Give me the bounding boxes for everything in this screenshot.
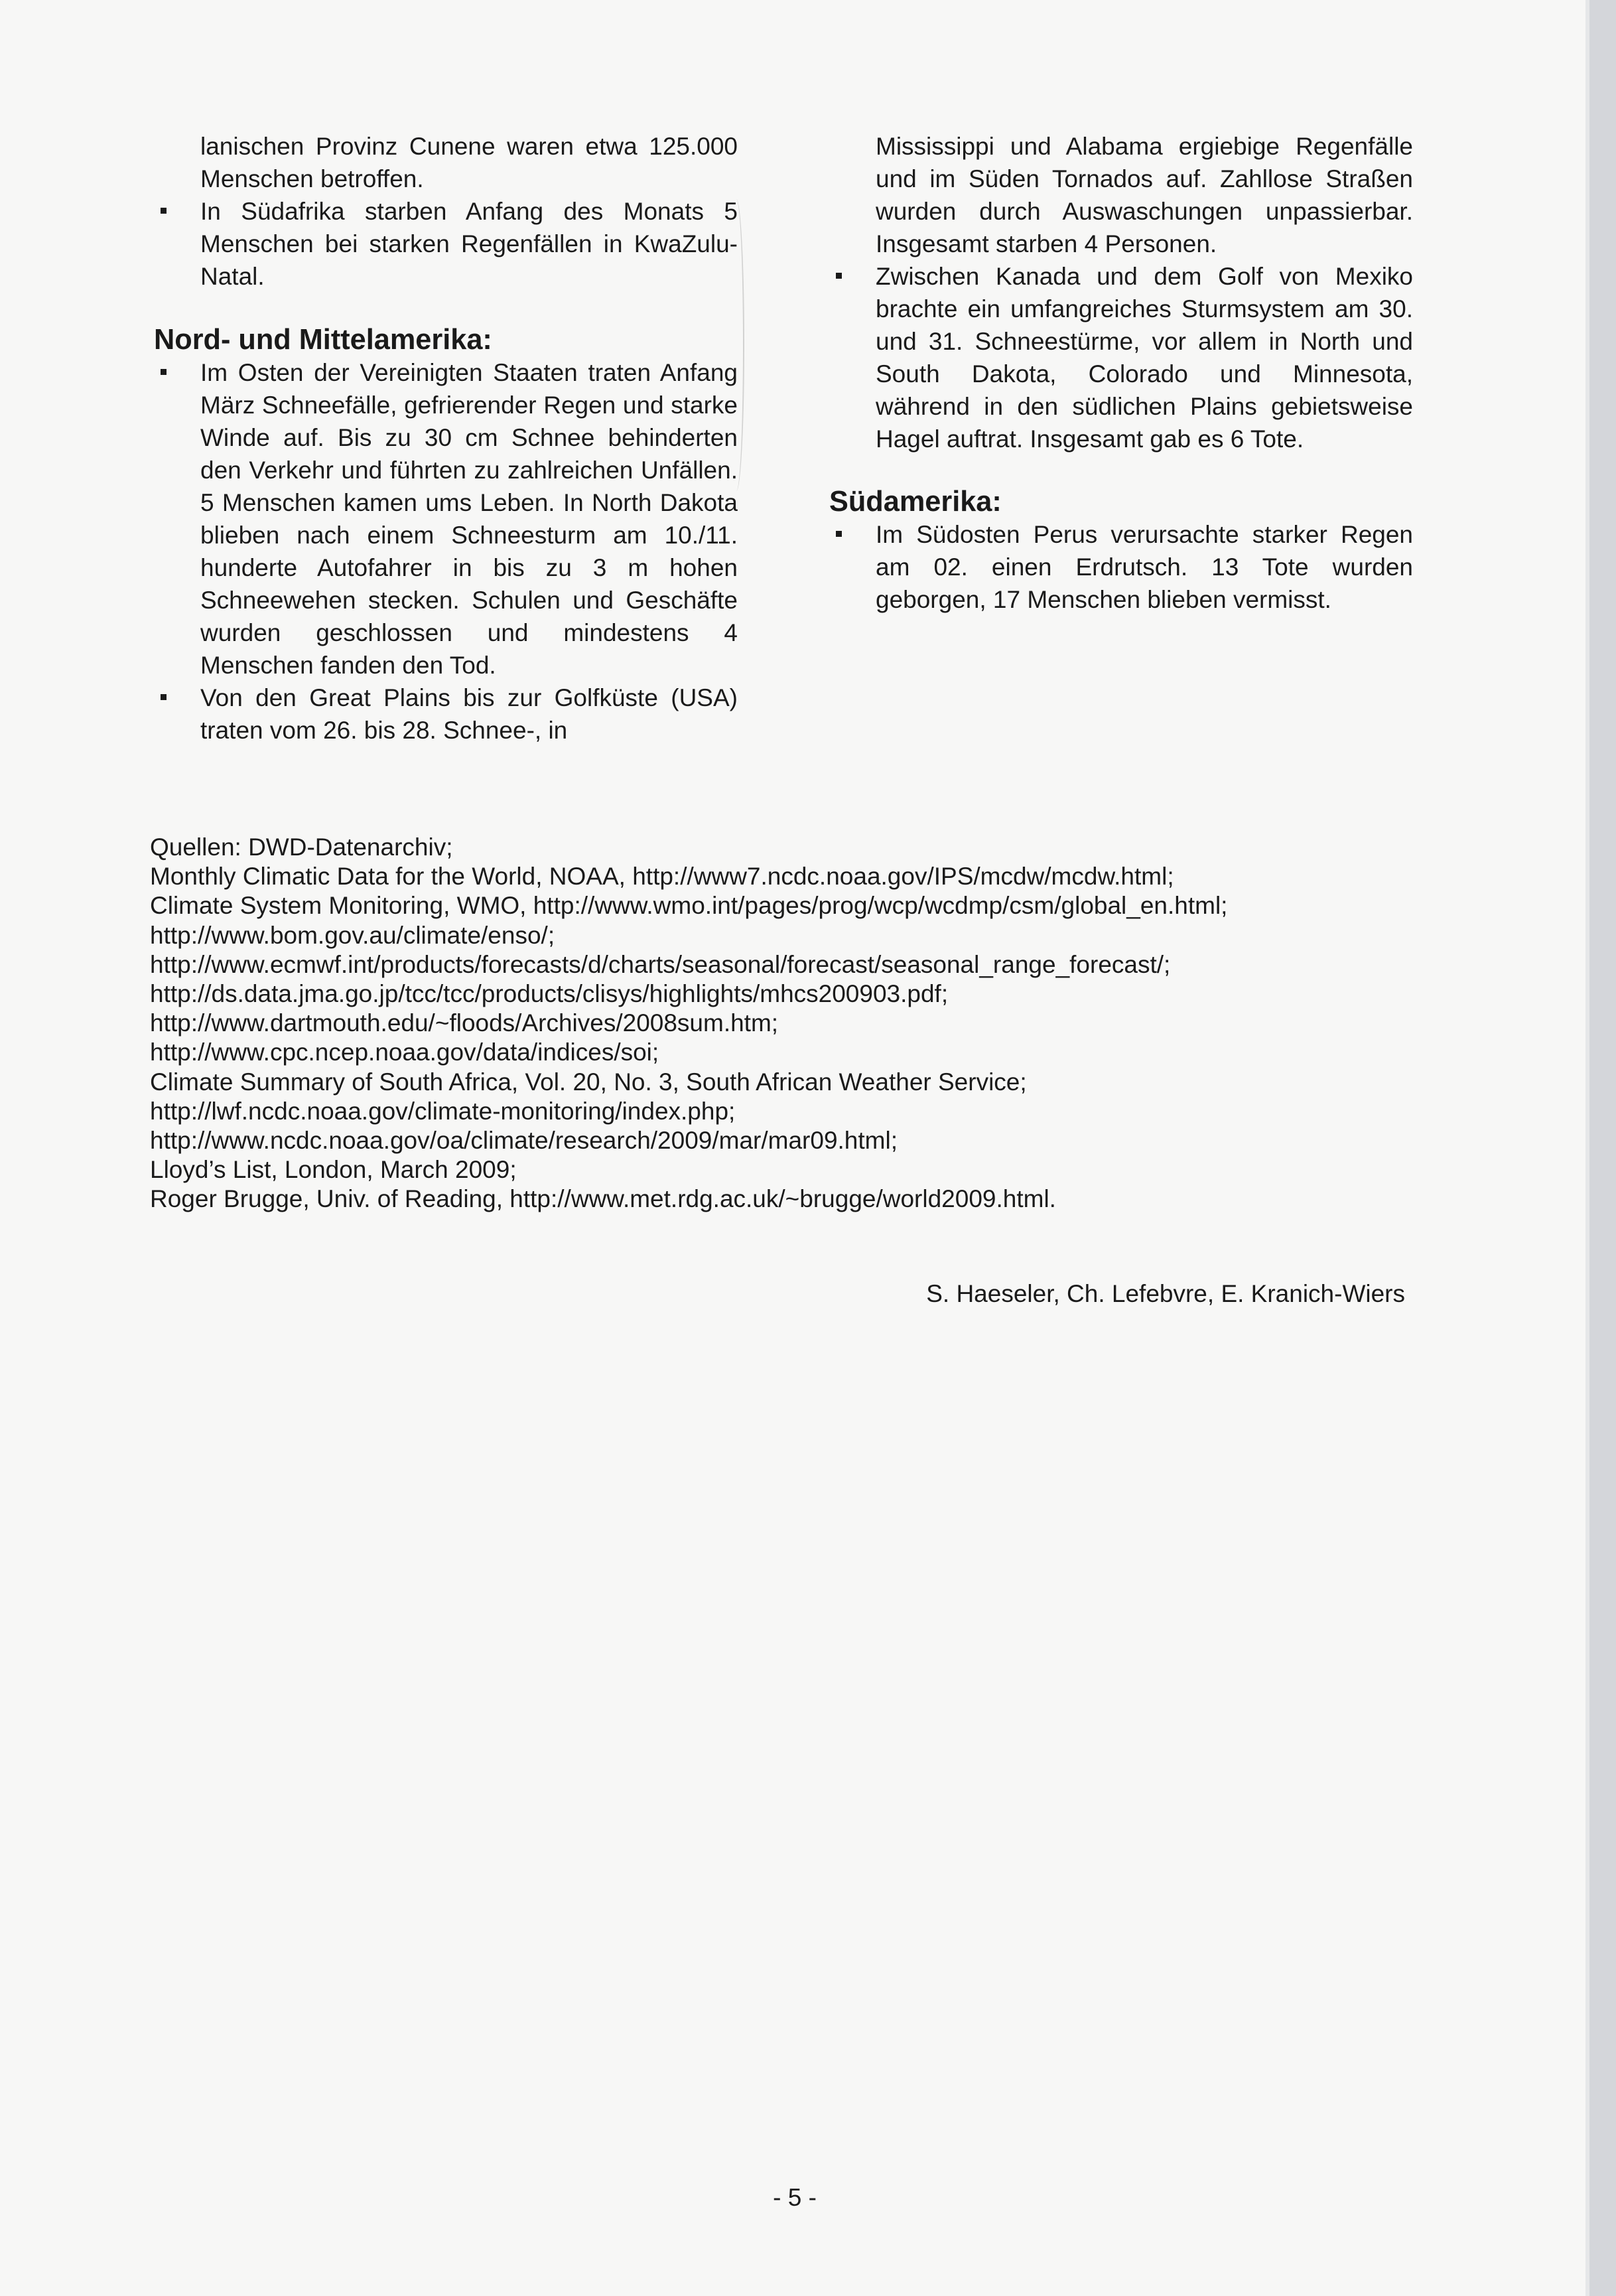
square-bullet-icon bbox=[836, 273, 842, 279]
list-item-osten-usa bbox=[154, 356, 738, 682]
source-line: Roger Brugge, Univ. of Reading, http://www.met.rdg.ac.uk/~brugge/world2009.html. bbox=[150, 1185, 1056, 1213]
source-line: Climate System Monitoring, WMO, http://www.wmo.int/pages/prog/wcp/wcdmp/csm/global_en.html; bbox=[150, 892, 1228, 920]
right-text-column bbox=[829, 130, 1413, 616]
square-bullet-icon bbox=[161, 369, 167, 375]
list-item-kanada-golf bbox=[829, 260, 1413, 455]
author-signature: S. Haeseler, Ch. Lefebvre, E. Kranich-Wiers bbox=[926, 1280, 1405, 1307]
list-item-suedafrika bbox=[154, 195, 738, 293]
list-item-great-plains bbox=[154, 682, 738, 747]
source-line: Climate Summary of South Africa, Vol. 20, No. 3, South African Weather Service; bbox=[150, 1068, 1027, 1096]
list-item-text: Im Osten der Vereinigten Staaten traten Anfang März Schneefälle, gefrierender Regen und starke Winde auf. Bis zu 30 cm Schnee behinderten den Verkehr und führten zu zahlreichen Unfällen. 5 Menschen kamen ums Leben. In North Dakota blieben nach einem Schneesturm am 10./11. hunderte Autofahrer in bis zu 3 m hohen Schneewehen stecken. Schulen und Geschäfte wurden geschlossen und mindestens 4 Menschen fanden den Tod. bbox=[200, 359, 738, 679]
square-bullet-icon bbox=[836, 531, 842, 537]
section-heading-nord-mittelamerika: Nord- und Mittelamerika: bbox=[154, 324, 492, 356]
scan-page-edge bbox=[1589, 0, 1616, 2296]
kanada-golf-list bbox=[829, 260, 1413, 455]
source-line: http://lwf.ncdc.noaa.gov/climate-monitoring/index.php; bbox=[150, 1097, 736, 1125]
nord-mittelamerika-list bbox=[154, 356, 738, 747]
page-number: - 5 - bbox=[773, 2184, 817, 2211]
list-item-peru bbox=[829, 518, 1413, 616]
source-line: Monthly Climatic Data for the World, NOAA, http://www7.ncdc.noaa.gov/IPS/mcdw/mcdw.html; bbox=[150, 863, 1174, 891]
list-item-text: Im Südosten Perus verursachte starker Regen am 02. einen Erdrutsch. 13 Tote wurden geborgen, 17 Menschen blieben vermisst. bbox=[876, 521, 1413, 613]
list-item-text: In Südafrika starben Anfang des Monats 5 Menschen bei starken Regenfällen in KwaZulu-Natal. bbox=[200, 198, 738, 290]
suedamerika-list bbox=[829, 518, 1413, 616]
intro-paragraph: lanischen Provinz Cunene waren etwa 125.000 Menschen betroffen. bbox=[200, 133, 738, 192]
source-line: http://ds.data.jma.go.jp/tcc/tcc/products/clisys/highlights/mhcs200903.pdf; bbox=[150, 980, 949, 1008]
source-line: http://www.cpc.ncep.noaa.gov/data/indices/soi; bbox=[150, 1039, 659, 1066]
source-line: http://www.ecmwf.int/products/forecasts/d/charts/seasonal/forecast/seasonal_range_forecast/; bbox=[150, 950, 1171, 978]
sources-block bbox=[150, 833, 1477, 1214]
list-item-text: Zwischen Kanada und dem Golf von Mexiko brachte ein umfangreiches Sturmsystem am 30. und 31. Schneestürme, vor allem in North und South Dakota, Colorado und Minnesota, während in den südlichen Plains gebietsweise Hagel auftrat. Insgesamt gab es 6 Tote. bbox=[876, 263, 1413, 453]
left-text-column bbox=[154, 130, 738, 747]
section-heading-suedamerika: Südamerika: bbox=[829, 486, 1002, 518]
source-line: http://www.ncdc.noaa.gov/oa/climate/research/2009/mar/mar09.html; bbox=[150, 1127, 898, 1155]
square-bullet-icon bbox=[161, 694, 167, 700]
suedafrika-list bbox=[154, 195, 738, 293]
square-bullet-icon bbox=[161, 208, 167, 214]
continuation-paragraph: Mississippi und Alabama ergiebige Regenfälle und im Süden Tornados auf. Zahllose Straßen wurden durch Auswaschungen unpassierbar. Insgesamt starben 4 Personen. bbox=[876, 133, 1413, 257]
source-line: Lloyd’s List, London, March 2009; bbox=[150, 1156, 517, 1184]
list-item-text: Von den Great Plains bis zur Golfküste (USA) traten vom 26. bis 28. Schnee-, in bbox=[200, 684, 738, 744]
source-line: http://www.bom.gov.au/climate/enso/; bbox=[150, 921, 555, 949]
source-line: Quellen: DWD-Datenarchiv; bbox=[150, 833, 453, 861]
source-line: http://www.dartmouth.edu/~floods/Archives/2008sum.htm; bbox=[150, 1009, 779, 1037]
